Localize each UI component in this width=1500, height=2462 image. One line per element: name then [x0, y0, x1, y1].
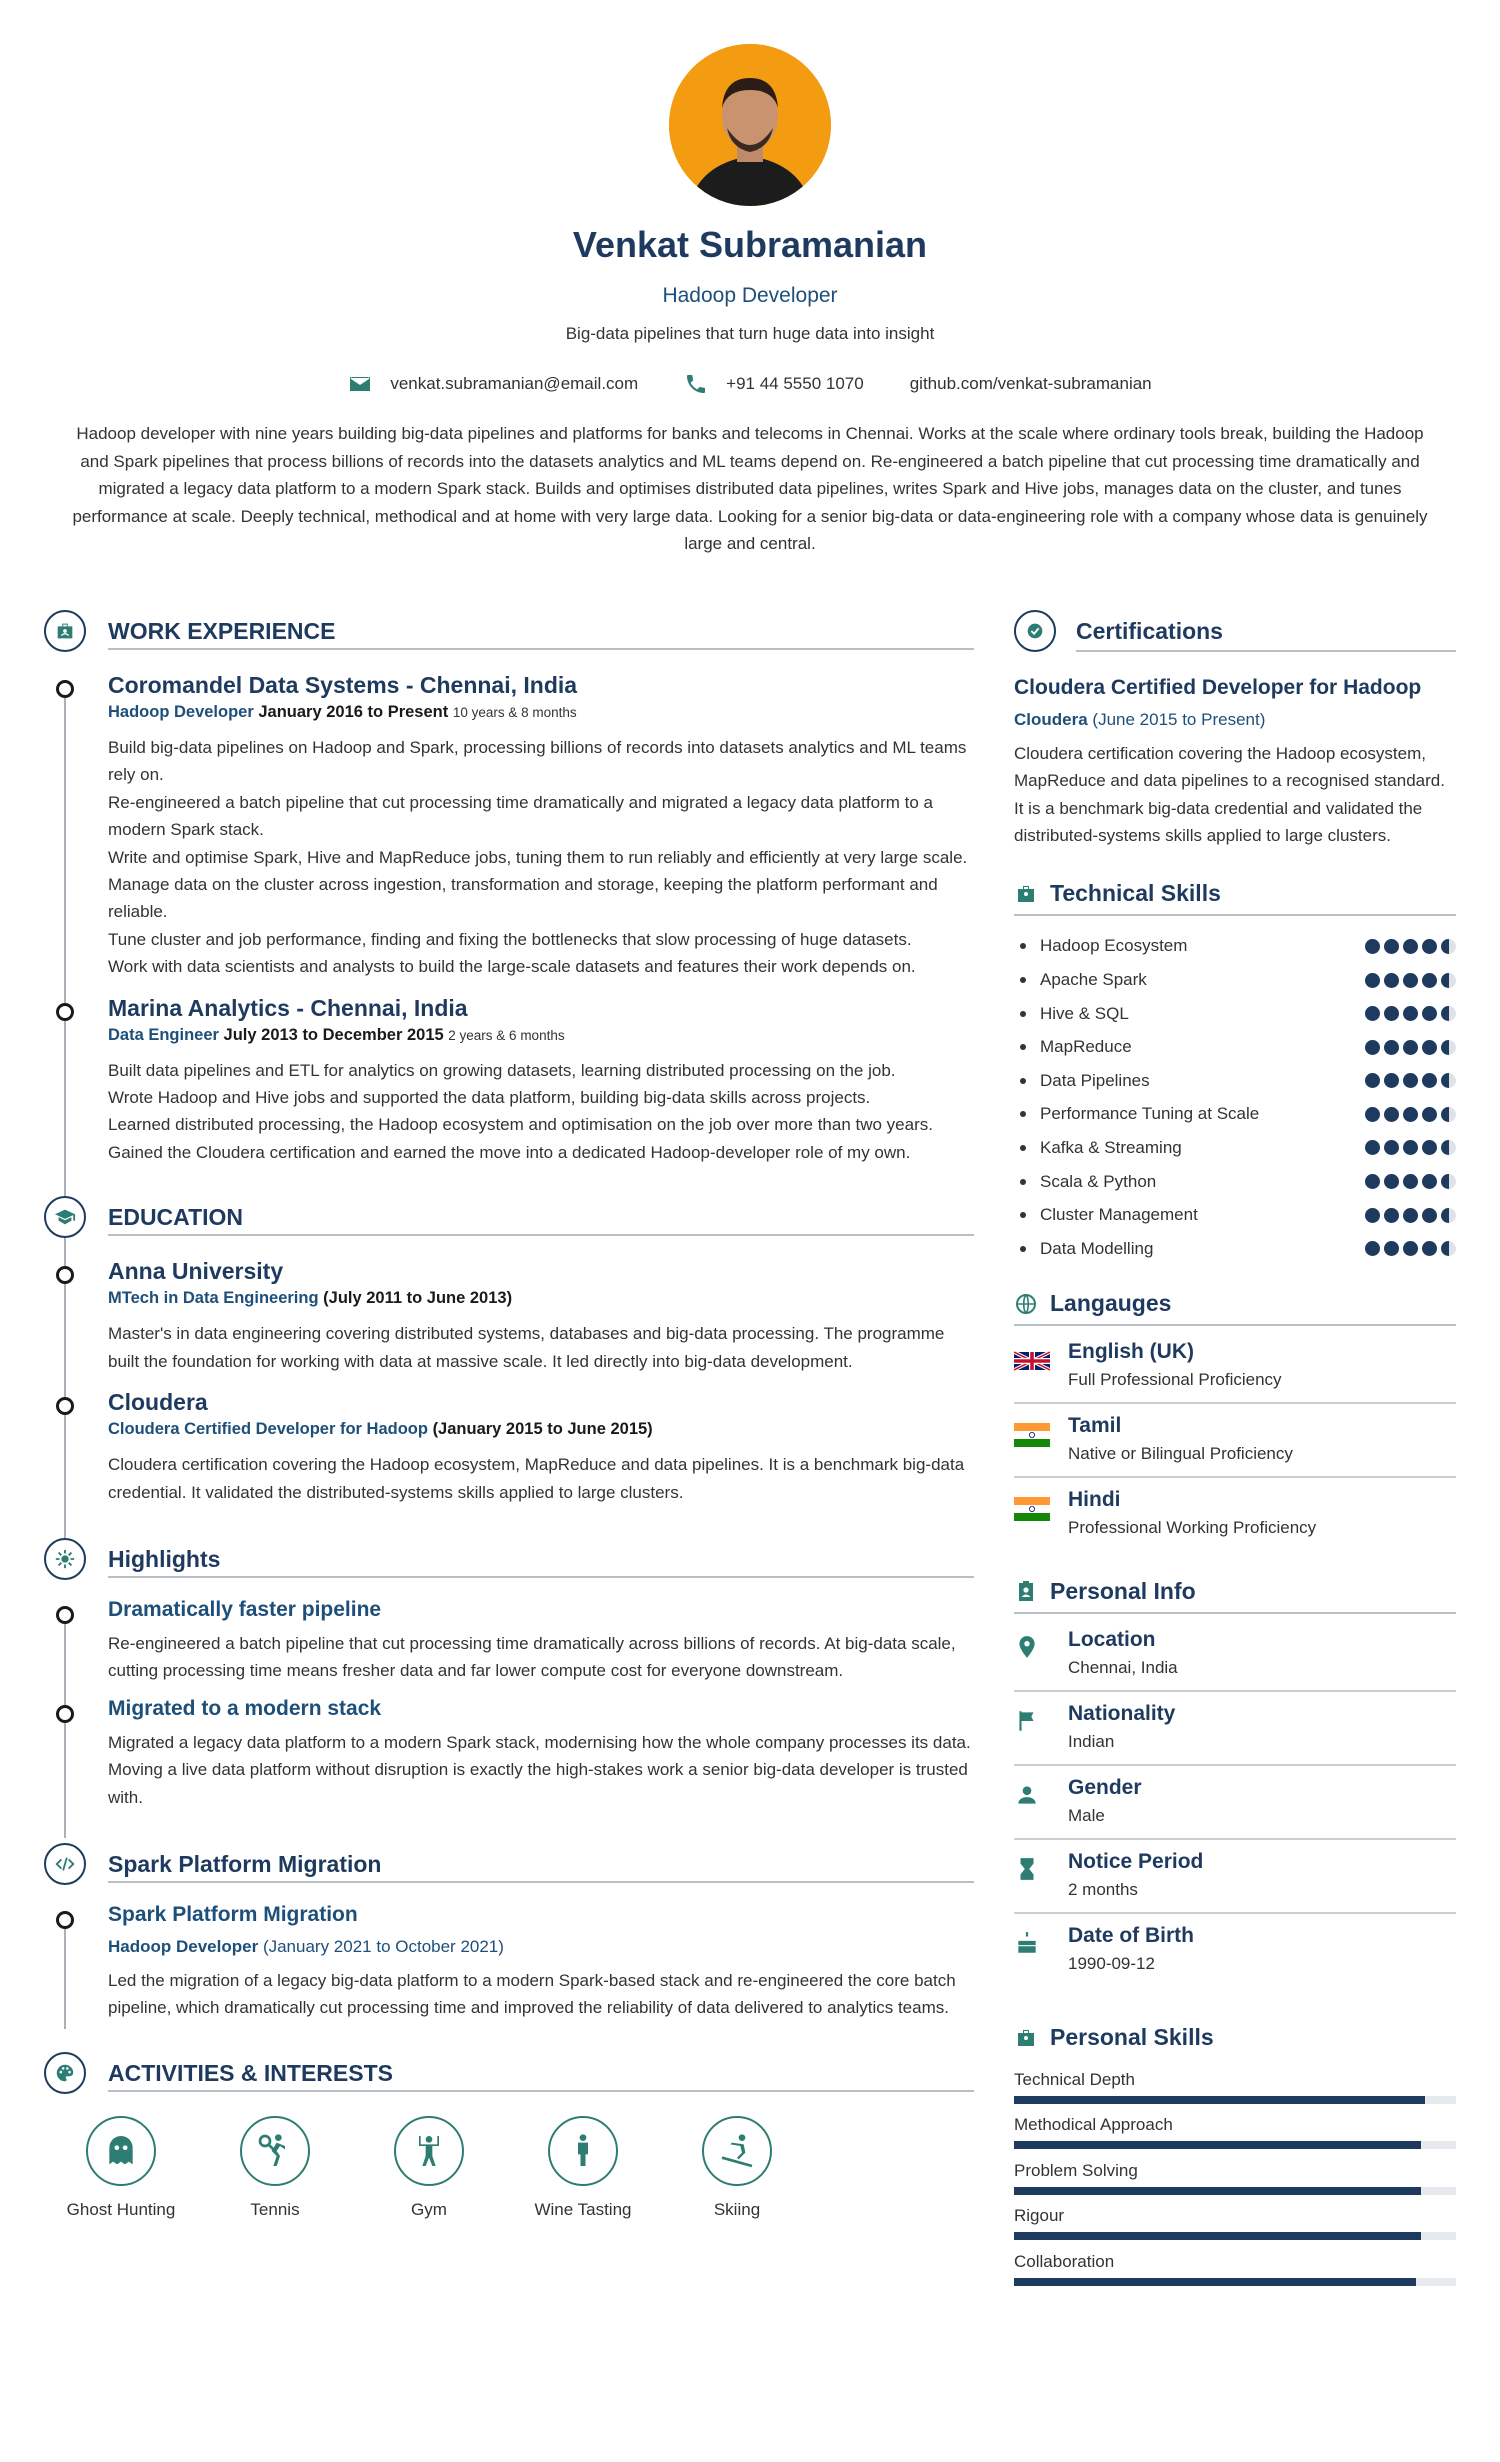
skill-bar-fill: [1014, 2096, 1425, 2104]
education-dates: (July 2011 to June 2013): [323, 1289, 513, 1308]
skill-name: Problem Solving: [1014, 2160, 1138, 2180]
technical-skill-item: [1014, 1232, 1456, 1266]
job-line: Built data pipelines and ETL for analytics on growing datasets, learning distributed processing on the job.: [108, 1060, 896, 1080]
activities-header: [44, 2052, 974, 2094]
info-value: 2 months: [1068, 1879, 1138, 1899]
technical-skill-item: [1014, 963, 1456, 997]
interests-list: [44, 2116, 974, 2220]
section-divider: [108, 1881, 974, 1883]
work-experience-header: [44, 610, 974, 652]
job-line: Learned distributed processing, the Hadoop ecosystem and optimisation on the job over more than two years.: [108, 1115, 933, 1135]
rating-dot: [1403, 1174, 1418, 1189]
personal-info-title: Personal Info: [1050, 1577, 1196, 1604]
rating-dot: [1441, 1040, 1456, 1055]
info-value: 1990-09-12: [1068, 1953, 1155, 1973]
technical-skill-item: [1014, 930, 1456, 964]
skill-bar-track: [1014, 2096, 1456, 2104]
rating-dot: [1403, 939, 1418, 954]
rating-dot: [1365, 1073, 1380, 1088]
rating-dot: [1384, 1073, 1399, 1088]
interest-label: Gym: [411, 2199, 447, 2219]
job-line: Gained the Cloudera certification and earned the move into a dedicated Hadoop-developer role of my own.: [108, 1142, 911, 1162]
personal-skill-item: [1014, 2206, 1456, 2252]
technical-skill-item: [1014, 997, 1456, 1031]
technical-skill-item: [1014, 1064, 1456, 1098]
language-level: Full Professional Proficiency: [1068, 1369, 1282, 1389]
highlight-description: Re-engineered a batch pipeline that cut processing time dramatically across billions of records. At big-data scale, cutting processing time means fresher data and far lower compute cost for everyone downstream.: [108, 1633, 956, 1681]
job-meta: [108, 703, 974, 722]
technical-skill-item: [1014, 1030, 1456, 1064]
rating-dot: [1441, 1208, 1456, 1223]
profile-photo: [669, 44, 831, 206]
skill-rating: [1365, 1073, 1456, 1088]
personal-info-header: [1014, 1572, 1456, 1614]
highlight-entry: [44, 1697, 974, 1811]
skiing-icon: [702, 2116, 772, 2186]
candidate-name: Venkat Subramanian: [572, 224, 928, 265]
education-header: [44, 1196, 974, 1238]
rating-dot: [1441, 939, 1456, 954]
rating-dot: [1403, 1040, 1418, 1055]
skill-name: Data Pipelines: [1040, 1070, 1150, 1090]
interest-label: Tennis: [250, 2199, 300, 2219]
rating-dot: [1441, 1006, 1456, 1021]
skill-rating: [1365, 939, 1456, 954]
section-divider: [1014, 1612, 1456, 1614]
skill-rating: [1365, 1140, 1456, 1155]
skill-name: Kafka & Streaming: [1040, 1137, 1182, 1157]
personal-info-item: [1014, 1618, 1456, 1692]
info-label: Gender: [1068, 1775, 1142, 1799]
skill-rating: [1365, 1006, 1456, 1021]
cake-icon: [1014, 1930, 1040, 1956]
personal-skill-item: [1014, 2115, 1456, 2161]
languages-list: [1014, 1330, 1456, 1552]
rating-dot: [1384, 939, 1399, 954]
job-meta: [108, 1026, 974, 1045]
skill-rating: [1365, 973, 1456, 988]
rating-dot: [1365, 1006, 1380, 1021]
code-icon: [44, 1843, 86, 1885]
project-name: Spark Platform Migration: [108, 1902, 358, 1926]
education-title: EDUCATION: [108, 1204, 244, 1231]
section-divider: [108, 648, 974, 650]
job-company: Marina Analytics - Chennai, India: [108, 994, 468, 1021]
personal-skills-header: [1014, 2018, 1456, 2060]
rating-dot: [1365, 1208, 1380, 1223]
education-entry: [44, 1389, 974, 1506]
interest-label: Wine Tasting: [534, 2199, 632, 2219]
project-section-title: Spark Platform Migration: [108, 1850, 382, 1877]
section-divider: [1014, 1324, 1456, 1326]
skill-name: Methodical Approach: [1014, 2115, 1173, 2135]
job-dates: January 2016 to Present: [258, 703, 449, 721]
phone-icon: [684, 372, 708, 396]
skill-rating: [1365, 1208, 1456, 1223]
gym-icon: [394, 2116, 464, 2186]
rating-dot: [1403, 1006, 1418, 1021]
personal-skill-item: [1014, 2161, 1456, 2207]
uk-flag-icon: [1014, 1348, 1050, 1374]
rating-dot: [1403, 1140, 1418, 1155]
personal-skills-title: Personal Skills: [1050, 2023, 1214, 2050]
language-level: Professional Working Proficiency: [1068, 1517, 1317, 1537]
rating-dot: [1422, 1040, 1437, 1055]
job-description: [108, 734, 974, 981]
job-duration: 10 years & 8 months: [452, 705, 577, 720]
education-dates: (January 2015 to June 2015): [432, 1420, 653, 1439]
rating-dot: [1422, 1073, 1437, 1088]
globe-icon: [1014, 1292, 1038, 1316]
education-description: Master's in data engineering covering distributed systems, databases and big-data processing. The programme built the foundation for working with data at massive scale. It led directly into big-data development.: [108, 1324, 945, 1371]
technical-skill-item: [1014, 1165, 1456, 1199]
personal-info-item: [1014, 1766, 1456, 1840]
bullet-dot: [1020, 1246, 1026, 1252]
degree: Cloudera Certified Developer for Hadoop: [108, 1420, 428, 1439]
ghost-icon: [86, 2116, 156, 2186]
project-role: Hadoop Developer: [108, 1936, 259, 1956]
info-value: Male: [1068, 1805, 1105, 1825]
job-position: Hadoop Developer: [108, 703, 254, 721]
personal-skill-item: [1014, 2070, 1456, 2116]
hourglass-icon: [1014, 1856, 1040, 1882]
rating-dot: [1365, 1107, 1380, 1122]
rating-dot: [1365, 1140, 1380, 1155]
personal-info-item: [1014, 1840, 1456, 1914]
skill-name: Cluster Management: [1040, 1205, 1198, 1225]
profile-summary: Hadoop developer with nine years building big-data pipelines and platforms for banks and telecoms in Chennai. Works at the scale where ordinary tools break, building the Hadoop and Spark pipelines that process billions of records into the datasets analytics and ML teams depend on. Re-engineered a batch pipeline that cut processing time dramatically and migrated a legacy data platform to a modern Spark stack. Builds and optimises distributed data pipelines, writes Spark and Hive jobs, manages data on the cluster, and tunes performance at scale. Deeply technical, methodical and at home with very large data. Looking for a senior big-data or data-engineering role with a company whose data is genuinely large and central.: [72, 424, 1428, 553]
project-entry: [44, 1903, 974, 2022]
rating-dot: [1365, 1040, 1380, 1055]
section-divider: [1076, 650, 1456, 652]
contact-phone[interactable]: [684, 372, 864, 396]
rating-dot: [1422, 973, 1437, 988]
contact-bar: [0, 372, 1500, 396]
interest-item: [506, 2116, 660, 2220]
rating-dot: [1384, 1208, 1399, 1223]
education-meta: [108, 1289, 974, 1308]
section-divider: [1014, 914, 1456, 916]
project-meta: [108, 1937, 974, 1957]
language-item: [1014, 1478, 1456, 1552]
rating-dot: [1422, 939, 1437, 954]
personal-info-item: [1014, 1914, 1456, 1988]
skill-name: Hive & SQL: [1040, 1003, 1129, 1023]
info-label: Date of Birth: [1068, 1923, 1194, 1947]
timeline-dot: [56, 1705, 74, 1723]
language-name: Tamil: [1068, 1413, 1122, 1437]
job-dates: July 2013 to December 2015: [223, 1025, 444, 1044]
language-item: [1014, 1404, 1456, 1478]
bullet-dot: [1020, 1044, 1026, 1050]
rating-dot: [1422, 1107, 1437, 1122]
rating-dot: [1441, 1241, 1456, 1256]
skill-bar-fill: [1014, 2187, 1421, 2195]
technical-skill-item: [1014, 1131, 1456, 1165]
skill-rating: [1365, 1241, 1456, 1256]
skill-name: Collaboration: [1014, 2251, 1115, 2271]
interest-item: [44, 2116, 198, 2220]
languages-title: Langauges: [1050, 1289, 1172, 1316]
project-dates: (January 2021 to October 2021): [262, 1936, 504, 1956]
timeline-dot: [56, 1266, 74, 1284]
rating-dot: [1422, 1174, 1437, 1189]
skill-name: Rigour: [1014, 2206, 1065, 2226]
github-text: github.com/venkat-subramanian: [909, 374, 1152, 393]
rating-dot: [1441, 973, 1456, 988]
technical-skills-header: [1014, 874, 1456, 916]
rating-dot: [1384, 1140, 1399, 1155]
school-name: Cloudera: [108, 1389, 208, 1416]
certification-issuer: Cloudera: [1014, 710, 1088, 729]
skill-rating: [1365, 1040, 1456, 1055]
rating-dot: [1365, 973, 1380, 988]
id-badge-icon: [1014, 1580, 1038, 1604]
languages-header: [1014, 1284, 1456, 1326]
rating-dot: [1422, 1006, 1437, 1021]
india-flag-icon: [1014, 1496, 1050, 1522]
education-timeline: [44, 1258, 974, 1506]
personal-skills-list: [1014, 2070, 1456, 2298]
bullet-dot: [1020, 1111, 1026, 1117]
job-line: Tune cluster and job performance, finding and fixing the bottlenecks that slow processing of huge datasets.: [108, 929, 912, 949]
person-icon: [1014, 1782, 1040, 1808]
work-experience-title: WORK EXPERIENCE: [108, 618, 336, 644]
job-position: Data Engineer: [108, 1025, 219, 1044]
skill-bar-fill: [1014, 2278, 1416, 2286]
rating-dot: [1384, 1107, 1399, 1122]
job-line: Work with data scientists and analysts to build the large-scale datasets and features their work depends on.: [108, 957, 916, 977]
timeline-dot: [56, 680, 74, 698]
timeline-dot: [56, 1606, 74, 1624]
briefcase-icon: [44, 610, 86, 652]
rating-dot: [1384, 1241, 1399, 1256]
briefcase-icon: [1014, 882, 1038, 906]
rating-dot: [1403, 1073, 1418, 1088]
rating-dot: [1365, 1241, 1380, 1256]
email-text: venkat.subramanian@email.com: [390, 374, 639, 393]
wine-tasting-icon: [548, 2116, 618, 2186]
contact-github[interactable]: [910, 372, 1152, 396]
rating-dot: [1403, 1208, 1418, 1223]
rating-dot: [1441, 1174, 1456, 1189]
highlights-timeline: [44, 1598, 974, 1811]
personal-info-list: [1014, 1618, 1456, 1988]
info-label: Nationality: [1068, 1701, 1176, 1725]
project-header: [44, 1843, 974, 1885]
rating-dot: [1403, 1241, 1418, 1256]
rating-dot: [1384, 1174, 1399, 1189]
skill-name: Data Modelling: [1040, 1238, 1154, 1258]
highlights-title: Highlights: [108, 1545, 221, 1572]
skill-bar-track: [1014, 2141, 1456, 2149]
certification-dates: (June 2015 to Present): [1092, 710, 1266, 729]
graduation-cap-icon: [44, 1196, 86, 1238]
bullet-dot: [1020, 977, 1026, 983]
school-name: Anna University: [108, 1258, 284, 1285]
timeline-dot: [56, 1397, 74, 1415]
language-name: Hindi: [1068, 1487, 1121, 1511]
location-icon: [1014, 1634, 1040, 1660]
sparkle-icon: [44, 1538, 86, 1580]
section-divider: [108, 2090, 974, 2092]
contact-email[interactable]: [348, 372, 638, 396]
rating-dot: [1422, 1208, 1437, 1223]
certification-name: Cloudera Certified Developer for Hadoop: [1014, 676, 1422, 699]
personal-skill-item: [1014, 2252, 1456, 2298]
certification-meta: [1014, 710, 1456, 730]
timeline-dot: [56, 1911, 74, 1929]
interest-item: [198, 2116, 352, 2220]
job-duration: 2 years & 6 months: [448, 1027, 565, 1043]
work-timeline: [44, 672, 974, 1166]
technical-skills-title: Technical Skills: [1050, 879, 1221, 906]
info-value: Indian: [1068, 1731, 1115, 1751]
info-value: Chennai, India: [1068, 1657, 1178, 1677]
rating-dot: [1441, 1140, 1456, 1155]
job-line: Write and optimise Spark, Hive and MapReduce jobs, tuning them to run reliably and efficiently at very large scale.: [108, 847, 968, 867]
rating-dot: [1365, 939, 1380, 954]
right-column: [1014, 610, 1456, 2297]
section-divider: [108, 1234, 974, 1236]
highlight-title: Migrated to a modern stack: [108, 1696, 382, 1720]
highlight-entry: [44, 1598, 974, 1685]
education-entry: [44, 1258, 974, 1375]
rating-dot: [1384, 1006, 1399, 1021]
interest-item: [660, 2116, 814, 2220]
job-description: [108, 1057, 974, 1167]
certification-description: Cloudera certification covering the Hadoop ecosystem, MapReduce and data pipelines to a recognised standard. It is a benchmark big-data credential and validated the distributed-systems skills applied to large clusters.: [1014, 744, 1445, 846]
skill-bar-fill: [1014, 2141, 1421, 2149]
language-level: Native or Bilingual Proficiency: [1068, 1443, 1293, 1463]
left-column: [44, 610, 974, 2220]
tennis-icon: [240, 2116, 310, 2186]
skill-name: Technical Depth: [1014, 2069, 1135, 2089]
info-label: Notice Period: [1068, 1849, 1204, 1873]
job-entry: [44, 995, 974, 1167]
interest-label: Skiing: [713, 2199, 761, 2219]
rating-dot: [1384, 973, 1399, 988]
phone-text: +91 44 5550 1070: [726, 374, 864, 393]
timeline-dot: [56, 1003, 74, 1021]
skill-bar-track: [1014, 2278, 1456, 2286]
rating-dot: [1365, 1174, 1380, 1189]
certifications-header: [1014, 610, 1456, 652]
candidate-role: Hadoop Developer: [662, 284, 838, 307]
technical-skill-item: [1014, 1198, 1456, 1232]
rating-dot: [1384, 1040, 1399, 1055]
section-divider: [108, 1576, 974, 1578]
project-timeline: [44, 1903, 974, 2022]
info-label: Location: [1068, 1627, 1156, 1651]
flag-icon: [1014, 1708, 1040, 1734]
rating-dot: [1441, 1073, 1456, 1088]
skill-bar-track: [1014, 2232, 1456, 2240]
skill-rating: [1365, 1107, 1456, 1122]
interest-item: [352, 2116, 506, 2220]
india-flag-icon: [1014, 1422, 1050, 1448]
activities-title: ACTIVITIES & INTERESTS: [108, 2059, 393, 2086]
highlights-header: [44, 1538, 974, 1580]
badge-check-icon: [1014, 610, 1056, 652]
skill-name: Performance Tuning at Scale: [1040, 1104, 1260, 1124]
job-company: Coromandel Data Systems - Chennai, India: [108, 672, 578, 698]
tagline: Big-data pipelines that turn huge data into insight: [565, 324, 935, 343]
bullet-dot: [1020, 1078, 1026, 1084]
interest-label: Ghost Hunting: [66, 2199, 176, 2219]
palette-icon: [44, 2052, 86, 2094]
highlight-title: Dramatically faster pipeline: [108, 1597, 382, 1621]
bullet-dot: [1020, 1011, 1026, 1017]
degree: MTech in Data Engineering: [108, 1289, 319, 1308]
bullet-dot: [1020, 1212, 1026, 1218]
education-meta: [108, 1420, 974, 1439]
education-description: Cloudera certification covering the Hadoop ecosystem, MapReduce and data pipelines. It is a benchmark big-data credential. It validated the distributed-systems skills applied to large clusters.: [108, 1455, 965, 1502]
technical-skills-list: [1014, 930, 1456, 1266]
bullet-dot: [1020, 1179, 1026, 1185]
rating-dot: [1441, 1107, 1456, 1122]
rating-dot: [1403, 1107, 1418, 1122]
skill-name: Apache Spark: [1040, 970, 1147, 990]
bullet-dot: [1020, 943, 1026, 949]
job-line: Wrote Hadoop and Hive jobs and supported the data platform, building big-data skills across projects.: [108, 1088, 871, 1108]
personal-info-item: [1014, 1692, 1456, 1766]
rating-dot: [1422, 1241, 1437, 1256]
skill-bar-fill: [1014, 2232, 1421, 2240]
email-icon: [348, 372, 372, 396]
rating-dot: [1403, 973, 1418, 988]
technical-skill-item: [1014, 1098, 1456, 1132]
rating-dot: [1422, 1140, 1437, 1155]
language-item: [1014, 1330, 1456, 1404]
job-entry: [44, 672, 974, 981]
job-line: Re-engineered a batch pipeline that cut processing time dramatically and migrated a legacy data platform to a modern Spark stack.: [108, 792, 933, 840]
skill-bar-track: [1014, 2187, 1456, 2195]
job-line: Manage data on the cluster across ingestion, transformation and storage, keeping the platform performant and reliable.: [108, 875, 938, 922]
skill-name: MapReduce: [1040, 1037, 1132, 1057]
skill-rating: [1365, 1174, 1456, 1189]
certifications-title: Certifications: [1076, 618, 1223, 644]
briefcase-icon: [1014, 2026, 1038, 2050]
project-description: Led the migration of a legacy big-data platform to a modern Spark-based stack and re-engineered the core batch pipeline, which dramatically cut processing time and improved the reliability of data delivered to analytics teams.: [108, 1970, 956, 2018]
skill-name: Scala & Python: [1040, 1171, 1157, 1191]
highlight-description: Migrated a legacy data platform to a modern Spark stack, modernising how the whole company processes its data. Moving a live data platform without disruption is exactly the high-stakes work a senior big-data developer is trusted with.: [108, 1732, 971, 1807]
language-name: English (UK): [1068, 1339, 1194, 1363]
job-line: Build big-data pipelines on Hadoop and Spark, processing billions of records into datasets analytics and ML teams rely on.: [108, 738, 967, 785]
skill-name: Hadoop Ecosystem: [1040, 936, 1188, 956]
bullet-dot: [1020, 1145, 1026, 1151]
